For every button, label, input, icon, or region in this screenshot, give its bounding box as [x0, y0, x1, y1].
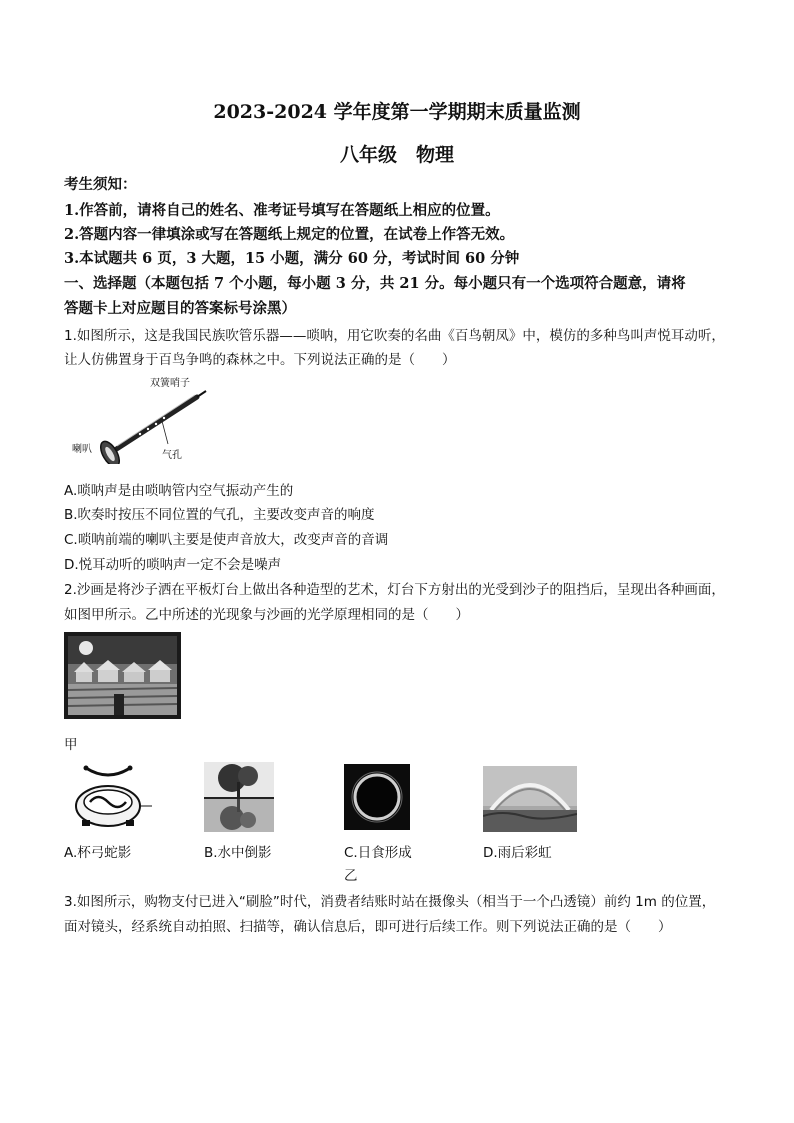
page-subtitle: 八年级 物理	[339, 144, 454, 166]
option-d: D.悦耳动听的唢呐声一定不会是噪声	[64, 557, 282, 573]
notice-item: 2.答题内容一律填涂或写在答题纸上规定的位置，在试卷上作答无效。	[64, 226, 515, 243]
option-b-image	[204, 762, 274, 832]
figure-jia-label: 甲	[64, 737, 78, 753]
option-b: B.吹奏时按压不同位置的气孔，主要改变声音的响度	[64, 507, 375, 523]
section-heading-cont: 答题卡上对应题目的答案标号涂黑）	[64, 300, 296, 317]
question-2-text: 2.沙画是将沙子洒在平板灯台上做出各种造型的艺术，灯台下方射出的光受到沙子的阻挡后，呈现出各种画面，	[64, 582, 725, 598]
label-hole: 气孔	[162, 450, 182, 461]
option-c-image	[344, 764, 410, 830]
notice-item: 3.本试题共 6 页，3 大题，15 小题，满分 60 分，考试时间 60 分钟	[64, 250, 520, 267]
notice-heading: 考生须知：	[64, 176, 137, 193]
figure-yi-label: 乙	[344, 868, 358, 884]
option-d-caption: D.雨后彩虹	[483, 845, 552, 861]
question-3-text: 3.如图所示，购物支付已进入“刷脸”时代，消费者结账时站在摄像头（相当于一个凸透镜）前约 1m 的位置，	[64, 894, 716, 910]
question-2-text-cont: 如图甲所示。乙中所述的光现象与沙画的光学原理相同的是（ ）	[64, 607, 469, 623]
question-3-text-cont: 面对镜头，经系统自动拍照、扫描等，确认信息后，即可进行后续工作。则下列说法正确的是（ ）	[64, 919, 672, 935]
notice-item: 1.作答前，请将自己的姓名、准考证号填写在答题纸上相应的位置。	[64, 202, 500, 219]
option-a-image	[64, 762, 152, 832]
suona-figure	[70, 372, 220, 464]
label-reed: 双簧哨子	[150, 378, 190, 389]
option-a-caption: A.杯弓蛇影	[64, 845, 132, 861]
option-a: A.唢呐声是由唢呐管内空气振动产生的	[64, 483, 294, 499]
option-b-caption: B.水中倒影	[204, 845, 272, 861]
section-heading: 一、选择题（本题包括 7 个小题，每小题 3 分，共 21 分。每小题只有一个选项符合题意，请将	[64, 275, 686, 292]
option-c: C.唢呐前端的喇叭主要是使声音放大，改变声音的音调	[64, 532, 389, 548]
suona-illustration	[70, 372, 220, 464]
question-1-text-cont: 让人仿佛置身于百鸟争鸣的森林之中。下列说法正确的是（ ）	[64, 352, 456, 368]
label-bell: 喇叭	[72, 444, 92, 455]
option-c-caption: C.日食形成	[344, 845, 412, 861]
sand-painting-image	[64, 632, 181, 719]
page-title: 2023-2024 学年度第一学期期末质量监测	[213, 101, 581, 123]
question-1-text: 1.如图所示，这是我国民族吹管乐器——唢呐，用它吹奏的名曲《百鸟朝凤》中，模仿的多种鸟叫声悦耳动听，	[64, 328, 725, 344]
option-d-image	[483, 766, 577, 832]
